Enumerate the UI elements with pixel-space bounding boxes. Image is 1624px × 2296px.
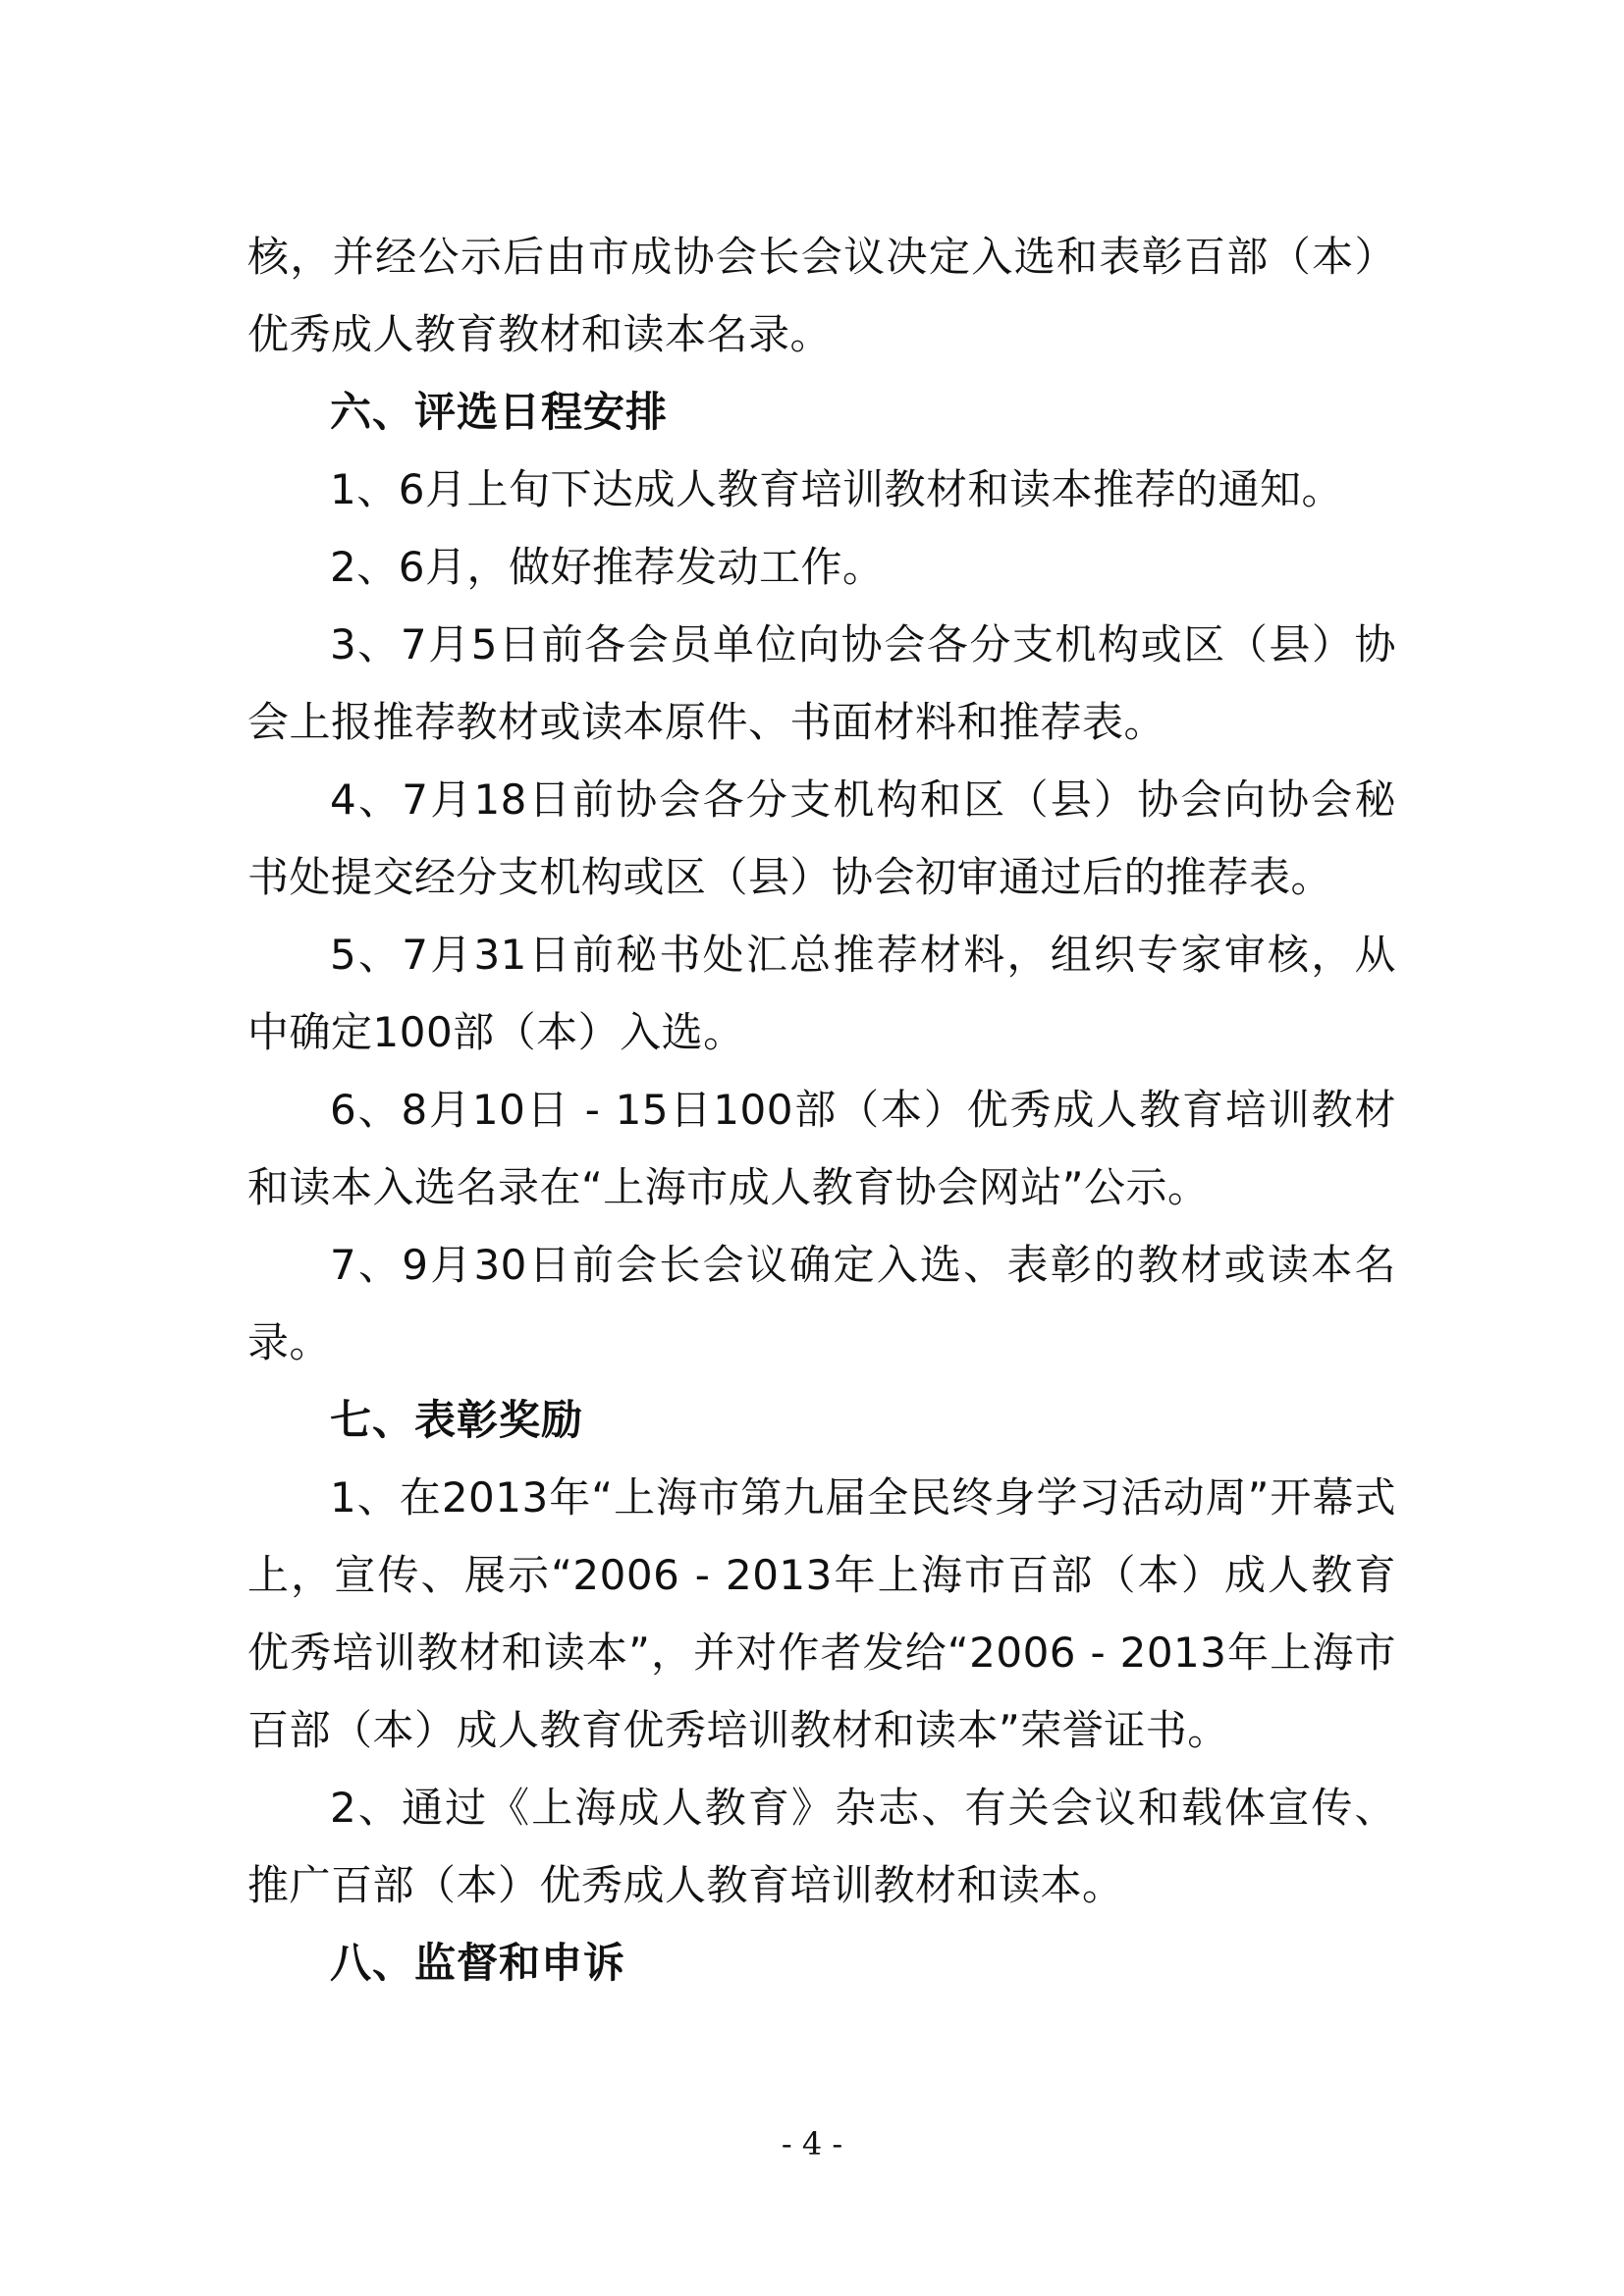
section-heading-schedule: 六、评选日程安排 <box>330 388 669 436</box>
schedule-item-3: 3、7月5日前各会员单位向协会各分支机构或区（县）协会上报推荐教材或读本原件、书面材料和推荐表。 <box>247 620 1396 746</box>
schedule-item-2: 2、6月，做好推荐发动工作。 <box>330 543 885 591</box>
schedule-item-5: 5、7月31日前秘书处汇总推荐材料，组织专家审核，从中确定100部（本）入选。 <box>247 931 1396 1056</box>
document-body <box>247 218 1396 2002</box>
paragraph-continuation: 核，并经公示后由市成协会长会议决定入选和表彰百部（本）优秀成人教育教材和读本名录。 <box>247 233 1396 358</box>
schedule-item-7: 7、9月30日前会长会议确定入选、表彰的教材或读本名录。 <box>247 1241 1396 1366</box>
awards-item-2: 2、通过《上海成人教育》杂志、有关会议和载体宣传、推广百部（本）优秀成人教育培训教材和读本。 <box>247 1784 1396 1909</box>
section-heading-supervision: 八、监督和申诉 <box>330 1939 626 1987</box>
awards-item-1: 1、在2013年“上海市第九届全民终身学习活动周”开幕式上，宣传、展示“2006 - 2013年上海市百部（本）成人教育优秀培训教材和读本”，并对作者发给“2006 - 2013年上海市百部（本）成人教育优秀培训教材和读本”荣誉证书。 <box>247 1473 1396 1754</box>
schedule-item-6: 6、8月10日 - 15日100部（本）优秀成人教育培训教材和读本入选名录在“上海市成人教育协会网站”公示。 <box>247 1086 1396 1211</box>
schedule-item-1: 1、6月上旬下达成人教育培训教材和读本推荐的通知。 <box>330 465 1343 513</box>
page-number: - 4 - <box>781 2125 843 2163</box>
schedule-item-4: 4、7月18日前协会各分支机构和区（县）协会向协会秘书处提交经分支机构或区（县）协会初审通过后的推荐表。 <box>247 775 1396 901</box>
section-heading-awards: 七、表彰奖励 <box>330 1396 584 1444</box>
